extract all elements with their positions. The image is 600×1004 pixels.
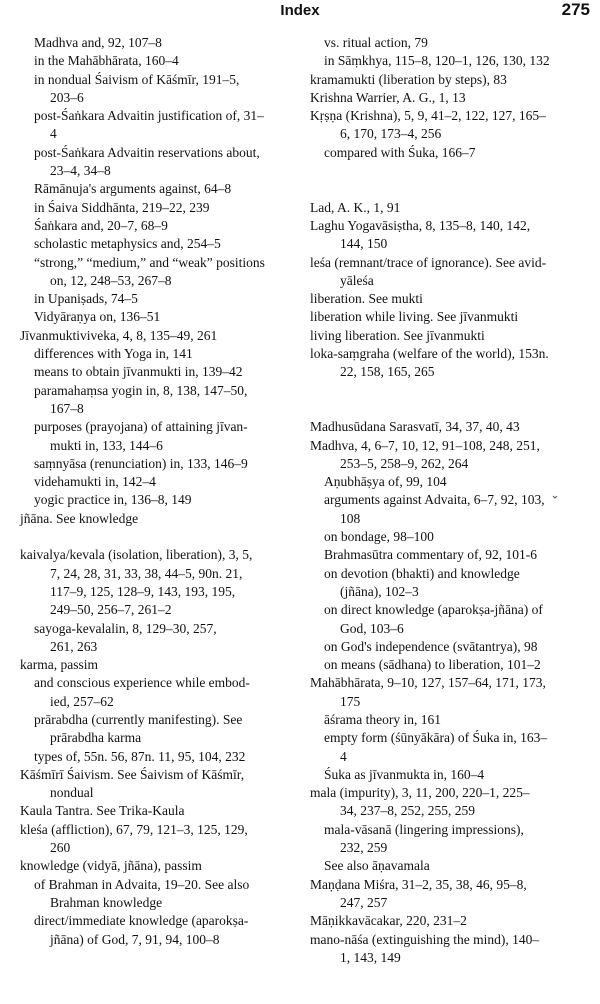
index-entry-line: in Sāṃkhya, 115–8, 120–1, 126, 130, 132 (324, 53, 550, 69)
index-entry-line: compared with Śuka, 166–7 (324, 144, 476, 160)
index-entry-line: Madhva and, 92, 107–8 (34, 35, 162, 50)
index-entry-line: post-Śaṅkara Advaitin reservations about, (34, 144, 260, 160)
index-entry-line: Kṛṣṇa (Krishna), 5, 9, 41–2, 122, 127, 165– (310, 108, 546, 124)
small-mark-icon (552, 494, 558, 500)
index-entry-line: ied, 257–62 (50, 693, 114, 709)
index-entry-line: on, 12, 248–53, 267–8 (50, 272, 172, 288)
index-entry-line (310, 180, 592, 198)
index-entry-line: āśrama theory in, 161 (324, 711, 441, 727)
page-header (0, 0, 600, 30)
index-entry-line: in the Mahābhārata, 160–4 (34, 53, 179, 69)
index-entry-line: in Śaiva Siddhānta, 219–22, 239 (34, 199, 210, 215)
index-entry-line: 4 (50, 126, 57, 142)
index-entry-line: 232, 259 (340, 840, 388, 856)
index-entry-line: 260 (50, 840, 71, 856)
index-entry-line: direct/immediate knowledge (aparokṣa- (34, 913, 249, 929)
index-entry-line: 261, 263 (50, 638, 98, 654)
index-entry-line: Brahman knowledge (50, 894, 163, 910)
index-entry-line: 7, 24, 28, 31, 33, 38, 44–5, 90n. 21, (50, 565, 243, 581)
index-entry-line (310, 162, 592, 180)
index-entry-line: 108 (340, 510, 361, 526)
index-right-column (310, 34, 592, 967)
index-entry-line: 23–4, 34–8 (50, 163, 111, 179)
index-entry-line: 22, 158, 165, 265 (340, 364, 435, 380)
index-entry-line: 34, 237–8, 252, 255, 259 (340, 803, 475, 819)
index-entry-line: Maṇḍana Miśra, 31–2, 35, 38, 46, 95–8, (310, 876, 527, 892)
index-entry-line: Krishna Warrier, A. G., 1, 13 (310, 89, 466, 105)
index-entry-line: scholastic metaphysics and, 254–5 (34, 236, 221, 252)
index-entry-line: loka-saṃgraha (welfare of the world), 153n. (310, 346, 549, 362)
index-entry-line: on God's independence (svātantrya), 98 (324, 638, 538, 654)
index-entry-line: vs. ritual action, 79 (324, 35, 428, 50)
index-entry-line: leśa (remnant/trace of ignorance). See avid- (310, 254, 547, 270)
index-entry-line: nondual (50, 785, 94, 801)
index-entry-line: 144, 150 (340, 236, 388, 252)
index-entry-line: God, 103–6 (340, 620, 404, 636)
index-entry-line: differences with Yoga in, 141 (34, 346, 193, 362)
index-entry-line: (jñāna), 102–3 (340, 583, 419, 599)
index-entry-line: of Brahman in Advaita, 19–20. See also (34, 876, 250, 892)
index-left-column (20, 34, 300, 949)
index-entry-line: Māṇikkavācakar, 220, 231–2 (310, 913, 467, 929)
index-entry-line: Madhva, 4, 6–7, 10, 12, 91–108, 248, 251, (310, 437, 540, 453)
index-entry-line: in Upaniṣads, 74–5 (34, 291, 138, 307)
index-entry-line (310, 382, 592, 400)
index-entry-line: Jīvanmuktiviveka, 4, 8, 135–49, 261 (20, 327, 218, 343)
index-entry-line: Kaula Tantra. See Trika-Kaula (20, 803, 185, 819)
index-entry-line: yogic practice in, 136–8, 149 (34, 492, 192, 508)
index-entry-line: prārabdha (currently manifesting). See (34, 711, 243, 727)
index-entry-line: Laghu Yogavāsiṣtha, 8, 135–8, 140, 142, (310, 217, 531, 233)
index-entry-line: liberation while living. See jīvanmukti (310, 309, 519, 325)
index-entry-line: jñāna. See knowledge (20, 510, 139, 526)
index-entry-line: kramamukti (liberation by steps), 83 (310, 71, 507, 87)
index-entry-line: 249–50, 256–7, 261–2 (50, 602, 172, 618)
index-entry-line: videhamukti in, 142–4 (34, 474, 156, 490)
index-entry-line: on direct knowledge (aparokṣa-jñāna) of (324, 602, 543, 618)
index-entry-line: 6, 170, 173–4, 256 (340, 126, 442, 142)
index-entry-line: arguments against Advaita, 6–7, 92, 103, (324, 492, 545, 508)
index-entry-line: empty form (śūnyākāra) of Śuka in, 163– (324, 730, 548, 746)
index-entry-line: 4 (340, 748, 347, 764)
index-entry-line (310, 400, 592, 418)
index-entry-line: yāleśa (340, 272, 374, 288)
index-entry-line: in nondual Śaivism of Kāśmīr, 191–5, (34, 71, 240, 87)
index-entry-line: 175 (340, 693, 361, 709)
index-entry-line: means to obtain jīvanmukti in, 139–42 (34, 364, 243, 380)
index-entry-line: post-Śaṅkara Advaitin justification of, 31– (34, 108, 264, 124)
index-entry-line: Śuka as jīvanmukta in, 160–4 (324, 766, 485, 782)
page-number: 275 (561, 0, 590, 19)
index-entry-line: Śaṅkara and, 20–7, 68–9 (34, 217, 168, 233)
index-entry-line: 247, 257 (340, 894, 388, 910)
index-entry-line: prārabdha karma (50, 730, 142, 746)
index-entry-line: living liberation. See jīvanmukti (310, 327, 485, 343)
index-entry-line: Mahābhārata, 9–10, 127, 157–64, 171, 173, (310, 675, 546, 691)
index-entry-line: types of, 55n. 56, 87n. 11, 95, 104, 232 (34, 748, 246, 764)
index-entry-line: Kāśmīrī Śaivism. See Śaivism of Kāśmīr, (20, 766, 245, 782)
index-entry-line: kaivalya/kevala (isolation, liberation), 3, 5, (20, 547, 253, 563)
index-entry-line: mano-nāśa (extinguishing the mind), 140– (310, 931, 540, 947)
index-entry-line: See also āṇavamala (324, 858, 430, 874)
index-entry-line: Vidyāraṇya on, 136–51 (34, 309, 161, 325)
index-entry-line: on means (sādhana) to liberation, 101–2 (324, 657, 541, 673)
index-entry-line: 117–9, 125, 128–9, 143, 193, 195, (50, 583, 236, 599)
index-entry-line: saṃnyāsa (renunciation) in, 133, 146–9 (34, 455, 248, 471)
index-entry-line: mala (impurity), 3, 11, 200, 220–1, 225– (310, 785, 530, 801)
index-entry-line: Brahmasūtra commentary of, 92, 101-6 (324, 547, 537, 563)
index-entry-line: on bondage, 98–100 (324, 529, 434, 545)
header-title: Index (280, 2, 320, 19)
index-entry-line: kleśa (affliction), 67, 79, 121–3, 125, 129, (20, 821, 248, 837)
index-entry-line: and conscious experience while embod- (34, 675, 250, 691)
index-entry-line: “strong,” “medium,” and “weak” positions (34, 254, 265, 270)
index-entry-line: mukti in, 133, 144–6 (50, 437, 163, 453)
index-entry-line: Aṇubhāṣya of, 99, 104 (324, 474, 447, 490)
index-entry-line: jñāna) of God, 7, 91, 94, 100–8 (50, 931, 220, 947)
index-entry-line: 167–8 (50, 400, 84, 416)
index-entry-line: liberation. See mukti (310, 291, 423, 307)
index-entry-line: purposes (prayojana) of attaining jīvan- (34, 419, 248, 435)
index-entry-line: Madhusūdana Sarasvatī, 34, 37, 40, 43 (310, 419, 520, 435)
index-entry-line: paramahaṃsa yogin in, 8, 138, 147–50, (34, 382, 248, 398)
index-entry-line: on devotion (bhakti) and knowledge (324, 565, 520, 581)
index-entry-line: mala-vāsanā (lingering impressions), (324, 821, 524, 837)
index-entry-line: Lad, A. K., 1, 91 (310, 199, 401, 215)
index-entry-line (20, 528, 300, 546)
index-entry-line: karma, passim (20, 657, 98, 673)
index-entry-line: 203–6 (50, 89, 84, 105)
index-entry-line: Rāmānuja's arguments against, 64–8 (34, 181, 232, 197)
index-entry-line: 253–5, 258–9, 262, 264 (340, 455, 469, 471)
index-entry-line: knowledge (vidyā, jñāna), passim (20, 858, 202, 874)
index-entry-line: sayoga-kevalalin, 8, 129–30, 257, (34, 620, 217, 636)
index-entry-line: 1, 143, 149 (340, 949, 401, 965)
